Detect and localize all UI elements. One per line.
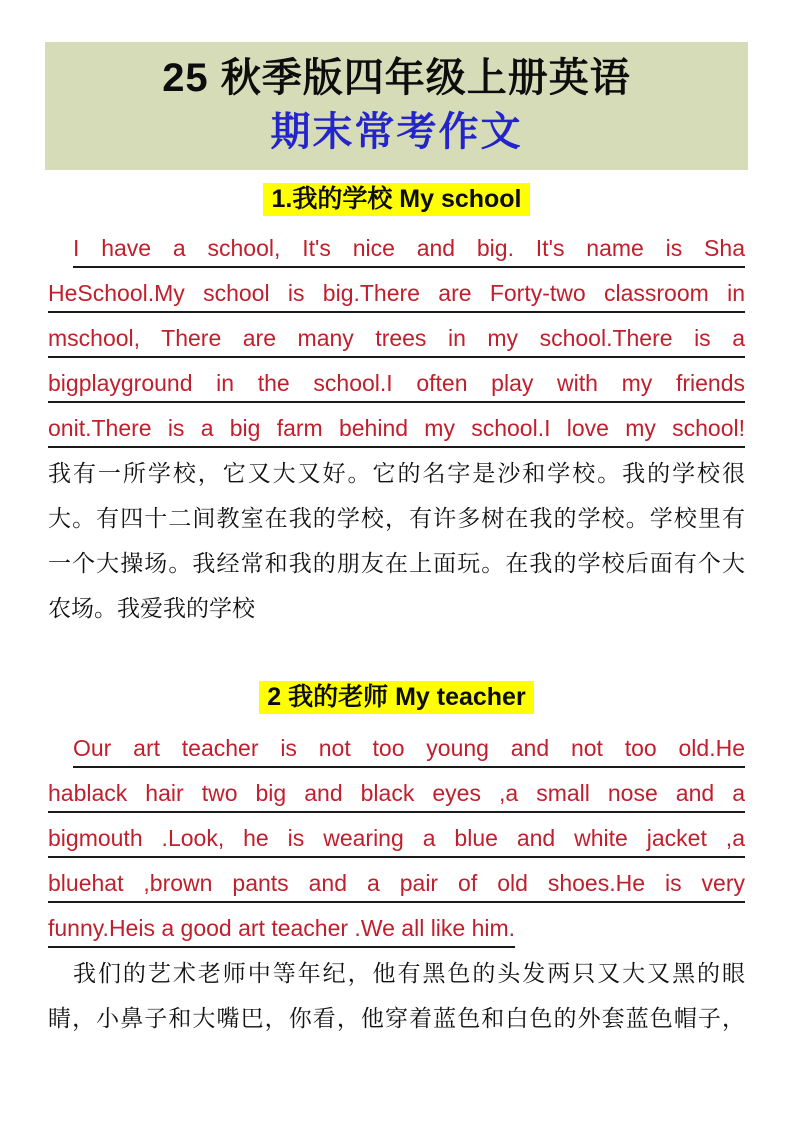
essay-2-english-paragraph (48, 726, 745, 951)
english-line: bigplayground in the school.I often play with my friends (48, 370, 745, 396)
essay-2-chinese-paragraph (48, 951, 745, 1041)
title-banner (45, 42, 748, 170)
essay-1-heading-row (48, 183, 745, 216)
chinese-line: 大。有四十二间教室在我的学校，有许多树在我的学校。学校里有 (48, 505, 745, 531)
essay-2-heading-row (48, 681, 745, 714)
english-line: Our art teacher is not too young and not too old.He (73, 735, 745, 761)
essay-1-heading: 1.我的学校 My school (263, 183, 529, 216)
chinese-line: 我有一所学校，它又大又好。它的名字是沙和学校。我的学校很 (48, 460, 745, 486)
chinese-line: 一个大操场。我经常和我的朋友在上面玩。在我的学校后面有个大 (48, 550, 745, 576)
english-line: bigmouth .Look, he is wearing a blue and white jacket ,a (48, 825, 745, 851)
english-line: onit.There is a big farm behind my school.I love my school! (48, 415, 745, 441)
banner-subtitle: 期末常考作文 (270, 110, 523, 154)
chinese-line: 我们的艺术老师中等年纪，他有黑色的头发两只又大又黑的眼 (73, 960, 745, 986)
english-line: I have a school, It's nice and big. It's name is Sha (73, 235, 745, 261)
english-line: funny.Heis a good art teacher .We all like him. (48, 915, 516, 941)
essay-section-1 (0, 183, 793, 631)
essay-2-heading: 2 我的老师 My teacher (259, 681, 533, 714)
english-line: hablack hair two big and black eyes ,a small nose and a (48, 780, 745, 806)
course-title: 25 秋季版四年级上册英语 (162, 56, 631, 100)
essay-1-chinese-paragraph (48, 451, 745, 631)
english-line: mschool, There are many trees in my school.There is a (48, 325, 745, 351)
chinese-line: 睛，小鼻子和大嘴巴，你看，他穿着蓝色和白色的外套蓝色帽子， (48, 1005, 745, 1031)
chinese-line: 农场。我爱我的学校 (48, 595, 255, 621)
english-line: bluehat ,brown pants and a pair of old shoes.He is very (48, 870, 745, 896)
essay-section-2 (0, 681, 793, 1041)
essay-1-english-paragraph (48, 226, 745, 451)
english-line: HeSchool.My school is big.There are Forty-two classroom in (48, 280, 745, 306)
